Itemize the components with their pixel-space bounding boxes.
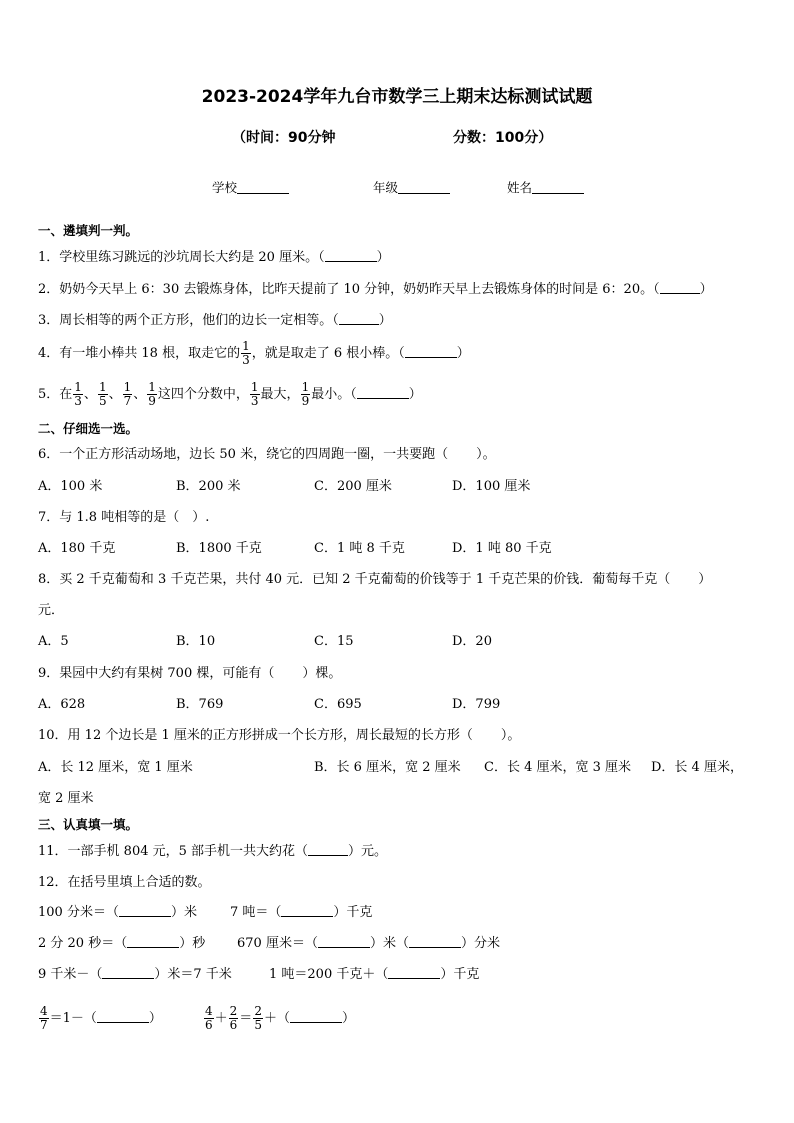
q10-option-a[interactable]: A．长 12 厘米，宽 1 厘米 (38, 760, 193, 775)
q3-text: 3．周长相等的两个正方形，他们的边长一定相等。（ (38, 313, 339, 328)
q8-option-d[interactable]: D．20 (452, 634, 492, 649)
q12-r2-b: ）秒 (179, 936, 206, 951)
q5-sep: 、 (83, 387, 97, 403)
q9-option-c[interactable]: C．695 (314, 697, 362, 712)
q12-r2-d: ）米（ (369, 936, 409, 951)
question-11 (38, 845, 387, 858)
q5-min-den: 9 (301, 394, 310, 409)
q1-answer-blank[interactable] (325, 261, 377, 262)
grade-label: 年级 (373, 180, 399, 195)
q5-f2-num: 1 (98, 380, 107, 394)
q4-end: ） (456, 346, 470, 362)
q9-option-a[interactable]: A．628 (38, 697, 86, 712)
q12-r2-e: ）分米 (460, 936, 500, 951)
q12-r4-f2-num: 4 (205, 1004, 213, 1018)
q12-r4-blank-1[interactable] (97, 1022, 149, 1023)
q12-r4-c: ＋（ (263, 1011, 290, 1027)
q5-f4-num: 1 (148, 380, 156, 394)
q5-fraction-2 (98, 381, 108, 408)
q12-r4-fraction-1 (39, 1005, 49, 1032)
q12-r2-a: 2 分 20 秒＝（ (38, 936, 128, 951)
q12-row-1b (230, 906, 372, 919)
q5-sep: 、 (108, 387, 122, 403)
q5-f3-den: 7 (123, 394, 132, 409)
question-5 (38, 381, 422, 408)
q5-fraction-max (250, 381, 260, 408)
q5-f1-den: 3 (74, 394, 82, 409)
q12-r2-c: 670 厘米＝（ (237, 936, 318, 951)
q11-text: 11．一部手机 804 元，5 部手机一共大约花（ (38, 844, 309, 859)
q12-r2-blank-3[interactable] (409, 947, 461, 948)
q12-r3-a: 9 千米－（ (38, 967, 103, 982)
q12-row-3 (38, 968, 232, 981)
q12-r4-d: ） (341, 1011, 355, 1027)
q12-r3-b: ）米＝7 千米 (154, 967, 232, 982)
q12-r4-eq: ＝ (239, 1011, 253, 1027)
q9-text: 9．果园中大约有果树 700 棵，可能有（ (38, 666, 275, 681)
q5-fraction-4 (147, 381, 157, 408)
q5-f2-den: 5 (98, 394, 107, 409)
school-label: 学校 (212, 180, 238, 195)
name-blank[interactable] (532, 193, 584, 194)
q9-option-b[interactable]: B．769 (176, 697, 224, 712)
q5-fraction-min (301, 381, 311, 408)
q5-max-num: 1 (250, 380, 259, 394)
q4-numerator: 1 (242, 339, 250, 353)
q9-option-d[interactable]: D．799 (452, 697, 501, 712)
q12-r3-c: 1 吨＝200 千克＋（ (269, 967, 389, 982)
page-title: 2023-2024学年九台市数学三上期末达标测试试题 (201, 87, 593, 107)
q12-r1-b: ）米 (170, 905, 197, 920)
q5-f1-num: 1 (74, 380, 82, 394)
question-12: 12．在括号里填上合适的数。 (38, 875, 211, 890)
q12-r4-f2-den: 6 (205, 1018, 213, 1033)
q5-text-d: 最小。（ (311, 387, 357, 403)
q10-option-d[interactable]: D．长 4 厘米， (651, 760, 743, 775)
q5-fraction-1 (73, 381, 83, 408)
q12-r4-f4-den: 5 (254, 1018, 262, 1033)
q12-r2-blank-1[interactable] (127, 947, 179, 948)
q6-option-b[interactable]: B．200 米 (176, 479, 241, 494)
q8-end: ） (698, 572, 712, 587)
section-2-heading: 二、仔细选一选。 (38, 421, 139, 436)
question-10 (38, 729, 520, 742)
q4-text-b: ，就是取走了 6 根小棒。（ (251, 346, 405, 362)
q11-end: ）元。 (348, 844, 388, 859)
name-field[interactable] (507, 182, 584, 195)
q12-row-4b (203, 1005, 355, 1032)
q12-r4-f1-num: 4 (40, 1004, 48, 1018)
q12-r4-blank-2[interactable] (290, 1022, 342, 1023)
q3-end: ） (378, 313, 392, 328)
q10-option-b[interactable]: B．长 6 厘米，宽 2 厘米 (314, 760, 461, 775)
q12-row-1 (38, 906, 197, 919)
q5-f3-num: 1 (123, 380, 132, 394)
q12-r4-b: ） (148, 1011, 162, 1027)
q12-r1-d: ）千克 (333, 905, 373, 920)
q12-r4-fraction-2 (204, 1005, 214, 1032)
q12-r4-a: ＝1－（ (49, 1011, 97, 1027)
q1-end: ） (376, 250, 390, 265)
q11-answer-blank[interactable] (308, 855, 348, 856)
q8-option-b[interactable]: B．10 (176, 634, 216, 649)
q4-text-a: 4．有一堆小棒共 18 根，取走它的 (38, 346, 241, 362)
q12-r4-fraction-3 (229, 1005, 239, 1032)
q2-text: 2．奶奶今天早上 6：30 去锻炼身体，比昨天提前了 10 分钟，奶奶昨天早上去锻炼身体的时间是 6：20。（ (38, 282, 660, 297)
school-blank[interactable] (237, 193, 289, 194)
question-4 (38, 340, 470, 367)
q12-r4-plus: ＋ (214, 1011, 228, 1027)
q3-answer-blank[interactable] (339, 324, 379, 325)
q10-option-c[interactable]: C．长 4 厘米，宽 3 厘米 (484, 760, 632, 775)
q10-text: 10．用 12 个边长是 1 厘米的正方形拼成一个长方形，周长最短的长方形（ (38, 728, 473, 743)
q12-r3-d: ）千克 (440, 967, 480, 982)
q8-option-a[interactable]: A．5 (38, 634, 69, 649)
q2-answer-blank[interactable] (660, 293, 700, 294)
q8-option-c[interactable]: C．15 (314, 634, 354, 649)
q12-r4-fraction-4 (253, 1005, 263, 1032)
name-label: 姓名 (507, 180, 533, 195)
question-1 (38, 251, 390, 264)
q5-text-a: 5．在 (38, 387, 73, 403)
q12-r4-f1-den: 7 (40, 1018, 48, 1033)
school-field[interactable] (212, 182, 289, 195)
q8-text-continued: 元． (38, 603, 65, 618)
q12-r4-f3-den: 6 (229, 1018, 238, 1033)
q10-option-d-wrap: 宽 2 厘米 (38, 791, 94, 806)
q12-r2-blank-2[interactable] (318, 947, 370, 948)
q4-answer-blank[interactable] (405, 357, 457, 358)
q10-end: ）。 (500, 728, 521, 743)
q6-option-c[interactable]: C．200 厘米 (314, 479, 392, 494)
q4-denominator: 3 (242, 353, 250, 368)
q9-end: ）棵。 (302, 666, 342, 681)
q6-option-a[interactable]: A．100 米 (38, 479, 103, 494)
exam-score: 分数：100分） (453, 130, 553, 146)
grade-blank[interactable] (398, 193, 450, 194)
q5-end: ） (408, 387, 422, 403)
q12-row-4 (38, 1005, 162, 1032)
question-2 (38, 283, 713, 296)
q7-option-d[interactable]: D．1 吨 80 千克 (452, 541, 552, 556)
q12-r1-blank-2[interactable] (281, 916, 333, 917)
q12-row-3b (269, 968, 479, 981)
q6-end: ）。 (476, 447, 496, 462)
q12-r3-blank-1[interactable] (102, 978, 154, 979)
q1-text: 1．学校里练习跳远的沙坑周长大约是 20 厘米。（ (38, 250, 325, 265)
q12-r3-blank-2[interactable] (388, 978, 440, 979)
q5-text-b: 这四个分数中， (157, 387, 249, 403)
q6-text: 6．一个正方形活动场地，边长 50 米，绕它的四周跑一圈，一共要跑（ (38, 447, 449, 462)
q12-r1-a: 100 分米＝（ (38, 905, 119, 920)
q12-r4-f3-num: 2 (229, 1004, 238, 1018)
question-3 (38, 314, 392, 327)
q8-text: 8．买 2 千克葡萄和 3 千克芒果，共付 40 元．已知 2 千克葡萄的价钱等于 1 千克芒果的价钱．葡萄每千克（ (38, 572, 671, 587)
q6-option-d[interactable]: D．100 厘米 (452, 479, 531, 494)
q5-f4-den: 9 (148, 394, 156, 409)
question-9 (38, 667, 341, 680)
exam-time: （时间：90分钟 (232, 130, 336, 146)
q5-text-c: 最大， (260, 387, 300, 403)
q5-answer-blank[interactable] (357, 398, 409, 399)
q4-fraction (241, 340, 251, 367)
section-3-heading: 三、认真填一填。 (38, 817, 139, 832)
q5-min-num: 1 (301, 380, 310, 394)
section-1-heading: 一、遴填判一判。 (38, 223, 139, 238)
q7-option-b[interactable]: B．1800 千克 (176, 541, 262, 556)
q12-row-2 (38, 937, 205, 950)
grade-field[interactable] (373, 182, 450, 195)
question-6 (38, 448, 496, 461)
question-8 (38, 573, 711, 586)
q12-r1-c: 7 吨＝（ (230, 905, 282, 920)
question-7: 7．与 1.8 吨相等的是（ ）. (38, 510, 210, 525)
q5-max-den: 3 (250, 394, 259, 409)
q2-end: ） (699, 282, 713, 297)
q7-option-a[interactable]: A．180 千克 (38, 541, 116, 556)
q5-sep: 、 (133, 387, 147, 403)
q12-r4-f4-num: 2 (254, 1004, 262, 1018)
q5-fraction-3 (123, 381, 133, 408)
q12-r1-blank-1[interactable] (119, 916, 171, 917)
q12-row-2b (237, 937, 500, 950)
q7-option-c[interactable]: C．1 吨 8 千克 (314, 541, 405, 556)
